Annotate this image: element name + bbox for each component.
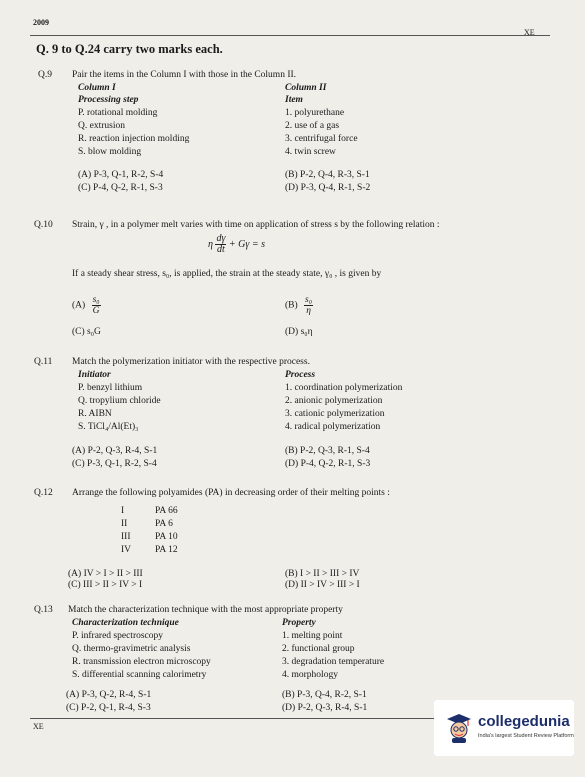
q9-col2-item: 3. centrifugal force	[285, 134, 358, 144]
q10-text: Strain, γ , in a polymer melt varies with time on application of stress s by the following relation :	[72, 220, 440, 230]
q11-col2-item: 2. anionic polymerization	[285, 396, 383, 406]
q13-option-b: (B) P-3, Q-4, R-2, S-1	[282, 690, 367, 700]
q13-col1-head: Characterization technique	[72, 618, 179, 628]
q11-option-a: (A) P-2, Q-3, R-4, S-1	[72, 446, 158, 456]
q10-opt-b-label: (B)	[285, 300, 298, 311]
q9-col1-item: S. blow molding	[78, 147, 142, 157]
footer-paper-code: XE	[33, 722, 44, 731]
q12-option-b: (B) I > II > III > IV	[285, 569, 360, 579]
section-title: Q. 9 to Q.24 carry two marks each.	[36, 42, 223, 56]
q9-option-d: (D) P-3, Q-4, R-1, S-2	[285, 183, 371, 193]
q10-option-a	[72, 295, 101, 316]
q12-option-c: (C) III > II > IV > I	[68, 580, 143, 590]
q10-opt-a-fraction	[92, 295, 101, 316]
q10-eq-fraction	[215, 234, 226, 255]
q9-option-b: (B) P-2, Q-4, R-3, S-1	[285, 170, 370, 180]
q10-eq-eta: η	[208, 238, 213, 250]
watermark-name: collegedunia	[478, 713, 570, 730]
q13-col2-item: 2. functional group	[282, 644, 355, 654]
q10-option-c: (C) s₀G	[72, 327, 101, 337]
q13-col2-head: Property	[282, 618, 316, 628]
q10-opt-a-den: G	[92, 306, 100, 316]
q9-col2-item: 1. polyurethane	[285, 108, 345, 118]
q11-col1-item: S. TiCl₄/Al(Et)₃	[78, 422, 139, 432]
q9-col2-item: 2. use of a gas	[285, 121, 340, 131]
q10-eq-den: dt	[217, 244, 225, 255]
q10-opt-a-label: (A)	[72, 300, 86, 311]
q9-col1-item: R. reaction injection molding	[78, 134, 190, 144]
q12-item: PA 10	[155, 532, 178, 542]
q11-option-d: (D) P-4, Q-2, R-1, S-3	[285, 459, 371, 469]
q13-col1-item: Q. thermo-gravimetric analysis	[72, 644, 191, 654]
header-paper-code: XE	[524, 28, 535, 37]
q11-option-b: (B) P-2, Q-3, R-1, S-4	[285, 446, 370, 456]
q11-col1-item: Q. tropylium chloride	[78, 396, 161, 406]
q12-item: PA 12	[155, 545, 178, 555]
q10-opt-b-den: η	[306, 306, 311, 316]
q13-col2-item: 1. melting point	[282, 631, 343, 641]
q12-item: PA 6	[155, 519, 173, 529]
header-rule	[30, 35, 550, 36]
q11-col2-head: Process	[285, 370, 316, 380]
collegedunia-watermark	[434, 700, 574, 756]
q11-col2-item: 1. coordination polymerization	[285, 383, 403, 393]
q12-numeral: IV	[121, 545, 132, 555]
q13-option-d: (D) P-2, Q-3, R-4, S-1	[282, 703, 368, 713]
q9-col1-item: Q. extrusion	[78, 121, 125, 131]
q10-option-d: (D) s₀η	[285, 327, 313, 337]
q12-numeral: I	[121, 506, 125, 516]
q12-text: Arrange the following polyamides (PA) in decreasing order of their melting points :	[72, 488, 390, 498]
q13-col2-item: 3. degradation temperature	[282, 657, 385, 667]
q10-opt-a-num: s₀	[92, 295, 100, 305]
q12-option-a: (A) IV > I > II > III	[68, 569, 143, 579]
q13-number: Q.13	[34, 605, 53, 615]
q13-col1-item: R. transmission electron microscopy	[72, 657, 211, 667]
q11-col1-item: P. benzyl lithium	[78, 383, 143, 393]
q9-col2-sub: Item	[285, 95, 303, 105]
q13-col1-item: S. differential scanning calorimetry	[72, 670, 207, 680]
q10-text2: If a steady shear stress, s₀, is applied, the strain at the steady state, γ₀ , is given by	[72, 269, 382, 279]
graduate-mascot-icon	[446, 713, 472, 743]
q11-col2-item: 3. cationic polymerization	[285, 409, 385, 419]
q11-col2-item: 4. radical polymerization	[285, 422, 381, 432]
q10-eq-rest: + Gγ = s	[228, 238, 265, 250]
q10-opt-b-fraction	[304, 295, 313, 316]
header-year: 2009	[33, 18, 49, 27]
q12-item: PA 66	[155, 506, 178, 516]
q9-option-a: (A) P-3, Q-1, R-2, S-4	[78, 170, 164, 180]
watermark-tagline: India's largest Student Review Platform	[478, 733, 574, 739]
q12-option-d: (D) II > IV > III > I	[285, 580, 360, 590]
q13-col1-item: P. infrared spectroscopy	[72, 631, 164, 641]
q11-text: Match the polymerization initiator with the respective process.	[72, 357, 310, 367]
q13-col2-item: 4. morphology	[282, 670, 338, 680]
q12-number: Q.12	[34, 488, 53, 498]
q9-text: Pair the items in the Column I with those in the Column II.	[72, 70, 297, 80]
q9-col1-sub: Processing step	[78, 95, 139, 105]
q10-equation	[208, 234, 265, 255]
q11-number: Q.11	[34, 357, 53, 367]
q13-text: Match the characterization technique with the most appropriate property	[68, 605, 343, 615]
q12-numeral: II	[121, 519, 128, 529]
q13-option-a: (A) P-3, Q-2, R-4, S-1	[66, 690, 152, 700]
q9-col1-head: Column I	[78, 83, 116, 93]
q9-col1-item: P. rotational molding	[78, 108, 158, 118]
q10-number: Q.10	[34, 220, 53, 230]
q13-option-c: (C) P-2, Q-1, R-4, S-3	[66, 703, 151, 713]
q9-option-c: (C) P-4, Q-2, R-1, S-3	[78, 183, 163, 193]
q11-col1-head: Initiator	[78, 370, 111, 380]
q10-option-b	[285, 295, 313, 316]
q10-eq-num: dγ	[216, 233, 226, 244]
q11-option-c: (C) P-3, Q-1, R-2, S-4	[72, 459, 157, 469]
q9-col2-item: 4. twin screw	[285, 147, 336, 157]
q9-number: Q.9	[38, 70, 52, 80]
q10-opt-b-num: s₀	[305, 295, 313, 305]
q12-numeral: III	[121, 532, 131, 542]
q9-col2-head: Column II	[285, 83, 327, 93]
q11-col1-item: R. AIBN	[78, 409, 112, 419]
